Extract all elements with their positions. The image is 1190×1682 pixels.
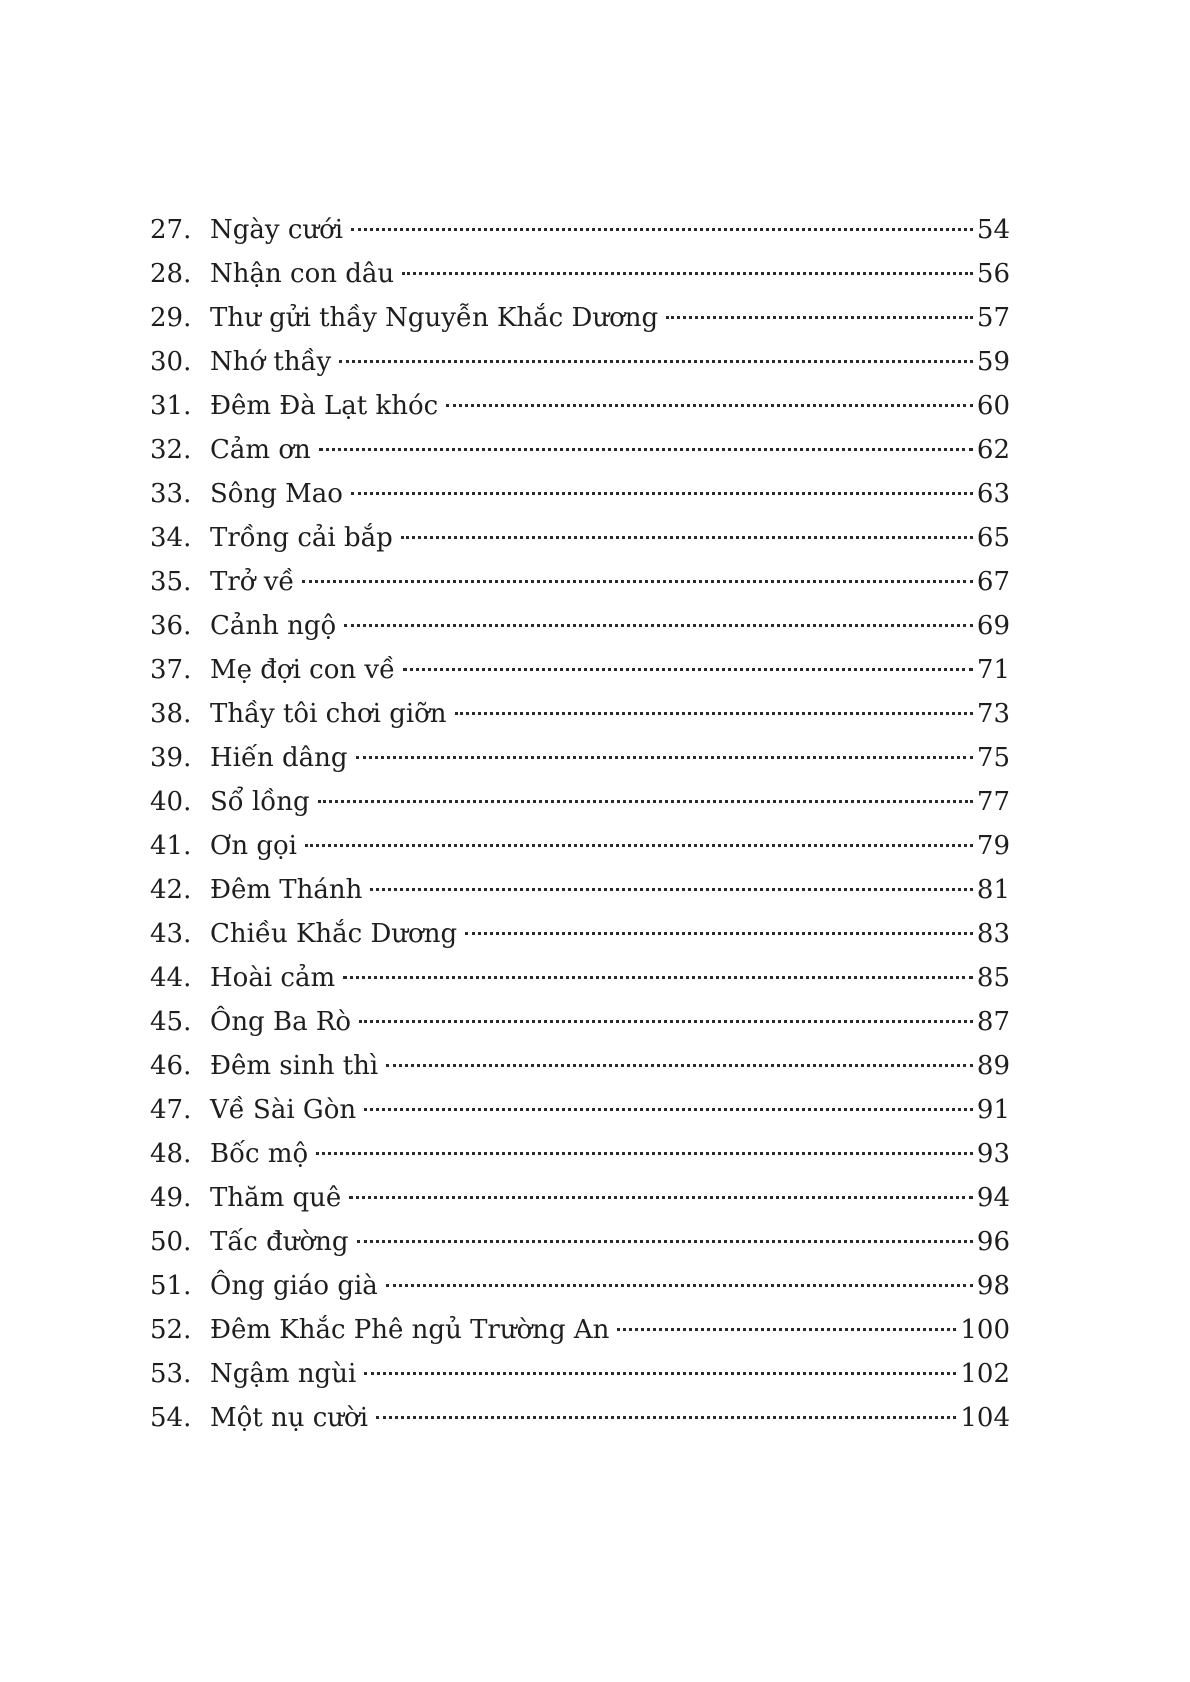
toc-entry-title: Trồng cải bắp: [210, 523, 393, 553]
toc-entry: [150, 868, 1010, 912]
toc-entry: [150, 780, 1010, 824]
toc-entry: [150, 1396, 1010, 1440]
toc-entry: [150, 1352, 1010, 1396]
toc-dot-leader: [356, 756, 973, 759]
toc-entry-page: 56: [976, 259, 1010, 289]
toc-entry-page: 102: [960, 1359, 1010, 1389]
toc-dot-leader: [316, 1152, 973, 1155]
toc-dot-leader: [386, 1064, 973, 1067]
toc-entry-page: 100: [960, 1315, 1010, 1345]
toc-entry-page: 63: [976, 479, 1010, 509]
toc-entry-page: 87: [976, 1007, 1010, 1037]
toc-entry-page: 62: [976, 435, 1010, 465]
toc-entry: [150, 560, 1010, 604]
toc-entry-number: 31.: [150, 391, 192, 421]
toc-entry-number: 27.: [150, 215, 192, 245]
toc-entry-number: 44.: [150, 963, 192, 993]
toc-entry-page: 85: [976, 963, 1010, 993]
table-of-contents: [150, 208, 1010, 1440]
toc-entry: [150, 1308, 1010, 1352]
toc-entry-page: 96: [976, 1227, 1010, 1257]
toc-entry-number: 46.: [150, 1051, 192, 1081]
toc-entry-page: 59: [976, 347, 1010, 377]
toc-entry-title: Sổ lồng: [210, 787, 310, 817]
toc-entry-title: Một nụ cười: [210, 1403, 369, 1433]
toc-entry: [150, 824, 1010, 868]
toc-entry-title: Đêm Thánh: [210, 875, 363, 905]
toc-entry-title: Hiến dâng: [210, 743, 348, 773]
toc-entry-title: Đêm Đà Lạt khóc: [210, 391, 439, 421]
toc-entry-number: 52.: [150, 1315, 192, 1345]
toc-entry-page: 57: [976, 303, 1010, 333]
toc-entry: [150, 692, 1010, 736]
toc-dot-leader: [302, 580, 973, 583]
toc-entry-title: Chiều Khắc Dương: [210, 919, 458, 949]
toc-entry-page: 69: [976, 611, 1010, 641]
toc-entry-number: 38.: [150, 699, 192, 729]
toc-entry-page: 81: [976, 875, 1010, 905]
toc-entry-page: 79: [976, 831, 1010, 861]
toc-entry: [150, 1088, 1010, 1132]
toc-entry: [150, 648, 1010, 692]
toc-entry-title: Thăm quê: [210, 1183, 342, 1213]
toc-dot-leader: [386, 1284, 973, 1287]
toc-entry-title: Ngậm ngùi: [210, 1359, 357, 1389]
toc-entry: [150, 736, 1010, 780]
toc-entry-page: 73: [976, 699, 1010, 729]
toc-entry: [150, 428, 1010, 472]
toc-entry-title: Nhớ thầy: [210, 347, 332, 377]
toc-entry-page: 89: [976, 1051, 1010, 1081]
toc-entry: [150, 604, 1010, 648]
toc-entry-title: Ông giáo già: [210, 1271, 378, 1301]
toc-entry-number: 49.: [150, 1183, 192, 1213]
toc-entry: [150, 252, 1010, 296]
toc-entry: [150, 208, 1010, 252]
toc-entry-page: 65: [976, 523, 1010, 553]
toc-entry-title: Sông Mao: [210, 479, 343, 509]
toc-entry-page: 83: [976, 919, 1010, 949]
toc-entry: [150, 1176, 1010, 1220]
toc-dot-leader: [344, 624, 973, 627]
toc-entry-number: 41.: [150, 831, 192, 861]
toc-dot-leader: [305, 844, 973, 847]
toc-entry-title: Ơn gọi: [210, 831, 297, 861]
toc-dot-leader: [318, 800, 973, 803]
toc-entry-title: Nhận con dâu: [210, 259, 395, 289]
toc-entry-number: 45.: [150, 1007, 192, 1037]
toc-dot-leader: [370, 888, 973, 891]
toc-entry: [150, 1264, 1010, 1308]
toc-dot-leader: [343, 976, 973, 979]
toc-dot-leader: [376, 1416, 956, 1419]
toc-entry-page: 60: [976, 391, 1010, 421]
toc-entry: [150, 516, 1010, 560]
toc-entry-number: 33.: [150, 479, 192, 509]
toc-dot-leader: [364, 1108, 973, 1111]
toc-entry-title: Bốc mộ: [210, 1139, 309, 1169]
toc-dot-leader: [357, 1240, 973, 1243]
toc-entry-number: 34.: [150, 523, 192, 553]
toc-entry-number: 43.: [150, 919, 192, 949]
toc-dot-leader: [402, 272, 973, 275]
toc-entry-page: 104: [960, 1403, 1010, 1433]
toc-entry-number: 32.: [150, 435, 192, 465]
toc-entry-title: Về Sài Gòn: [210, 1095, 357, 1125]
toc-entry: [150, 296, 1010, 340]
toc-dot-leader: [364, 1372, 956, 1375]
toc-dot-leader: [319, 448, 973, 451]
toc-entry: [150, 1000, 1010, 1044]
toc-entry-page: 77: [976, 787, 1010, 817]
toc-dot-leader: [617, 1328, 956, 1331]
toc-entry-title: Cảnh ngộ: [210, 611, 337, 641]
toc-entry-number: 51.: [150, 1271, 192, 1301]
toc-entry: [150, 1220, 1010, 1264]
toc-entry-page: 71: [976, 655, 1010, 685]
toc-dot-leader: [351, 492, 973, 495]
toc-entry-number: 48.: [150, 1139, 192, 1169]
toc-entry: [150, 472, 1010, 516]
toc-entry-page: 67: [976, 567, 1010, 597]
toc-entry-title: Đêm Khắc Phê ngủ Trường An: [210, 1315, 610, 1345]
toc-entry-page: 98: [976, 1271, 1010, 1301]
toc-entry-number: 42.: [150, 875, 192, 905]
toc-dot-leader: [351, 228, 973, 231]
toc-entry-number: 54.: [150, 1403, 192, 1433]
toc-entry-number: 28.: [150, 259, 192, 289]
toc-entry-number: 35.: [150, 567, 192, 597]
toc-entry-page: 93: [976, 1139, 1010, 1169]
toc-entry: [150, 384, 1010, 428]
toc-entry-number: 30.: [150, 347, 192, 377]
toc-entry-number: 47.: [150, 1095, 192, 1125]
toc-dot-leader: [401, 536, 973, 539]
toc-entry-title: Ngày cưới: [210, 215, 344, 245]
toc-dot-leader: [349, 1196, 973, 1199]
toc-dot-leader: [465, 932, 973, 935]
toc-entry-page: 75: [976, 743, 1010, 773]
toc-entry-number: 37.: [150, 655, 192, 685]
toc-dot-leader: [446, 404, 973, 407]
toc-entry: [150, 340, 1010, 384]
toc-entry-number: 39.: [150, 743, 192, 773]
toc-dot-leader: [455, 712, 973, 715]
toc-entry-title: Mẹ đợi con về: [210, 655, 396, 685]
toc-entry-title: Hoài cảm: [210, 963, 336, 993]
toc-entry-number: 36.: [150, 611, 192, 641]
toc-entry-page: 94: [976, 1183, 1010, 1213]
toc-entry-title: Trở về: [210, 567, 295, 597]
toc-entry-title: Cảm ơn: [210, 435, 311, 465]
toc-entry-number: 29.: [150, 303, 192, 333]
toc-entry-title: Thư gửi thầy Nguyễn Khắc Dương: [210, 303, 659, 333]
toc-dot-leader: [666, 316, 973, 319]
toc-entry-number: 53.: [150, 1359, 192, 1389]
toc-entry-page: 91: [976, 1095, 1010, 1125]
toc-entry-title: Tấc đường: [210, 1227, 349, 1257]
toc-entry: [150, 1044, 1010, 1088]
toc-dot-leader: [339, 360, 973, 363]
toc-dot-leader: [359, 1020, 973, 1023]
toc-entry-page: 54: [976, 215, 1010, 245]
toc-entry: [150, 1132, 1010, 1176]
toc-entry-title: Đêm sinh thì: [210, 1051, 379, 1081]
toc-entry-title: Ông Ba Rò: [210, 1007, 352, 1037]
toc-entry-title: Thầy tôi chơi giỡn: [210, 699, 447, 729]
toc-entry: [150, 912, 1010, 956]
toc-entry-number: 40.: [150, 787, 192, 817]
toc-dot-leader: [403, 668, 973, 671]
toc-entry: [150, 956, 1010, 1000]
toc-entry-number: 50.: [150, 1227, 192, 1257]
